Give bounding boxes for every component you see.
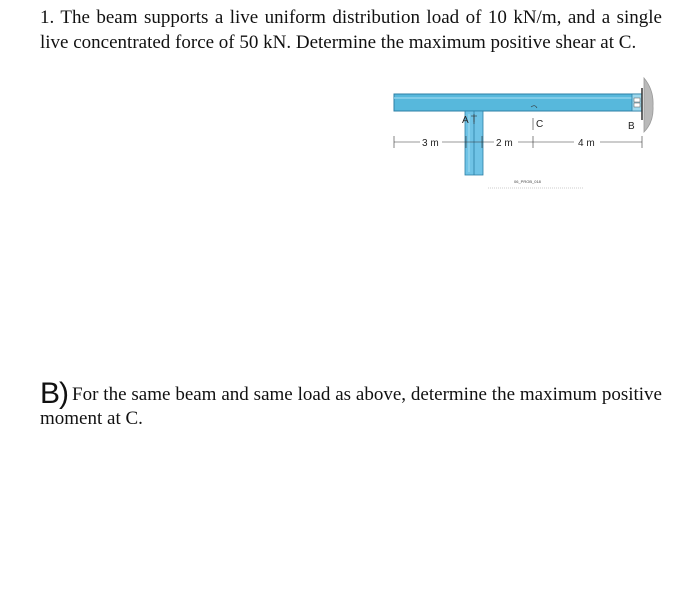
point-b-label: B — [628, 121, 635, 132]
figure-id: 06_PROB_018 — [514, 179, 541, 184]
beam-diagram — [388, 70, 668, 200]
beam — [394, 94, 642, 111]
point-c-label: C — [536, 119, 544, 130]
problem-statement: 1. The beam supports a live uniform distribution load of 10 kN/m, and a single live concentrated force of 50 kN. Determine the maximum positive shear at C. — [40, 7, 662, 53]
point-a-label: A — [462, 115, 469, 126]
wall-bracket — [632, 94, 642, 111]
fixed-wall — [644, 78, 653, 132]
dim-4m-label: 4 m — [578, 138, 595, 149]
part-b-marker: B) — [40, 377, 68, 410]
dim-3m-label: 3 m — [422, 138, 439, 149]
part-b-text: For the same beam and same load as above, determine the maximum positive moment at C. — [40, 384, 662, 429]
dim-2m-label: 2 m — [496, 138, 513, 149]
part-b — [40, 377, 662, 431]
